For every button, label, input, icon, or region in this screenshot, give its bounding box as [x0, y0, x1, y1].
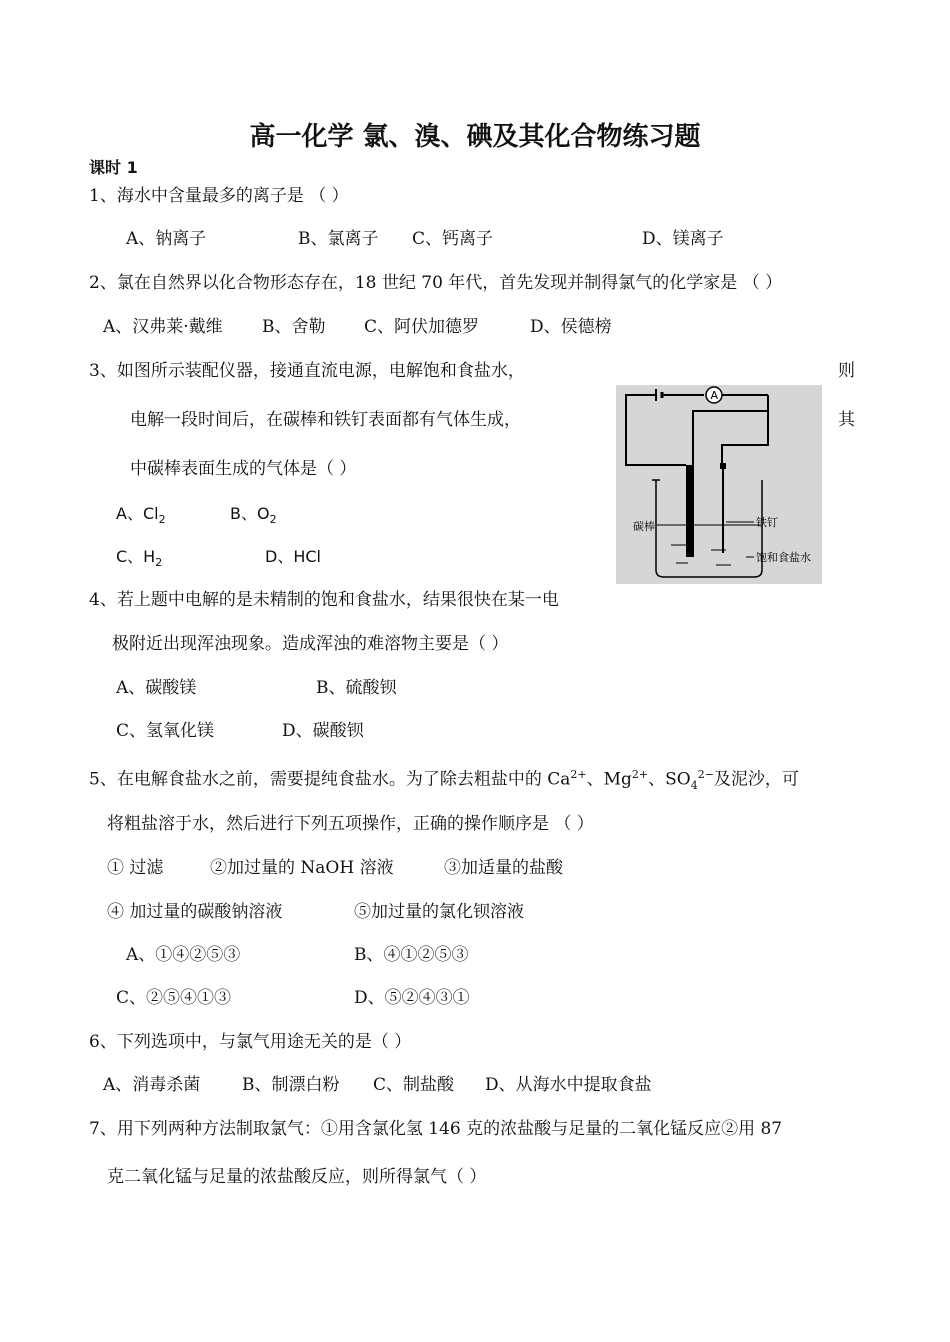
q6-option-d: D、从海水中提取食盐 — [485, 1075, 652, 1095]
q1-option-d: D、镁离子 — [642, 229, 724, 249]
ammeter-icon — [706, 387, 768, 445]
q3-option-d: D、HCl — [265, 547, 321, 566]
q2-stem: 2、氯在自然界以化合物形态存在，18 世纪 70 年代，首先发现并制得氯气的化学家是 （ ） — [89, 273, 783, 293]
q4-line2: 极附近出现浑浊现象。造成浑浊的难溶物主要是（ ） — [112, 634, 509, 654]
electrolysis-figure — [616, 385, 822, 584]
q3-line3: 中碳棒表面生成的气体是（ ） — [130, 459, 357, 479]
q3-option-c: C、$H_2$ — [116, 547, 163, 570]
q3-option-b: B、$O_2$ — [230, 504, 277, 527]
q5-option-b: B、④①②⑤③ — [354, 945, 469, 965]
q6-stem: 6、下列选项中，与氯气用途无关的是（ ） — [89, 1032, 412, 1052]
lesson-label: 课时 1 — [89, 158, 138, 177]
circuit-wire — [693, 411, 768, 465]
q1-option-c: C、钙离子 — [412, 229, 494, 249]
q1-option-a: A、钠离子 — [126, 229, 207, 249]
q6-option-a: A、消毒杀菌 — [103, 1075, 201, 1095]
svg-text:A: A — [710, 389, 719, 402]
beaker — [656, 480, 762, 577]
q5-op2: ②加过量的 NaOH 溶液 — [210, 858, 394, 878]
q3-line2-end: 其 — [838, 410, 855, 430]
q7-line2: 克二氧化锰与足量的浓盐酸反应，则所得氯气（ ） — [107, 1167, 487, 1187]
q1-option-b: B、氯离子 — [298, 229, 379, 249]
label-iron-nail: 铁钉 — [756, 516, 778, 529]
q5-option-c: C、②⑤④①③ — [116, 988, 232, 1008]
q6-option-b: B、制漂白粉 — [242, 1075, 340, 1095]
q3-line2: 电解一段时间后，在碳棒和铁钉表面都有气体生成， — [130, 410, 521, 430]
electrolysis-diagram — [616, 385, 822, 584]
q3-option-a: A、$Cl_2$ — [116, 504, 166, 527]
q5-op4: ④ 加过量的碳酸钠溶液 — [107, 902, 283, 922]
q6-option-c: C、制盐酸 — [373, 1075, 455, 1095]
carbon-rod — [686, 465, 694, 557]
circuit-wire-left — [626, 395, 686, 465]
q4-option-b: B、硫酸钡 — [316, 678, 397, 698]
q5-op3: ③加适量的盐酸 — [444, 858, 563, 878]
q3-line1: 3、如图所示装配仪器，接通直流电源，电解饱和食盐水， — [89, 361, 525, 381]
q5-line2: 将粗盐溶于水，然后进行下列五项操作，正确的操作顺序是 （ ） — [107, 814, 594, 834]
q2-option-a: A、汉弗莱·戴维 — [103, 317, 223, 337]
q5-option-a: A、①④②⑤③ — [126, 945, 241, 965]
battery-icon — [656, 389, 704, 401]
q4-option-c: C、氢氧化镁 — [116, 721, 215, 741]
label-carbon-rod: 碳棒 — [633, 520, 655, 533]
q5-op5: ⑤加过量的氯化钡溶液 — [354, 902, 524, 922]
q2-option-c: C、阿伏加德罗 — [364, 317, 480, 337]
q2-option-b: B、舍勒 — [262, 317, 326, 337]
page-title: 高一化学 氯、溴、碘及其化合物练习题 — [249, 122, 701, 152]
q5-line1: 5、在电解食盐水之前，需要提纯食盐水。为了除去粗盐中的 $Ca^{2+}$、$Mg^{2+}$、$SO_4^{2-}$及泥沙，可 — [89, 768, 799, 793]
q1-stem: 1、海水中含量最多的离子是 （ ） — [89, 186, 349, 206]
q2-option-d: D、侯德榜 — [530, 317, 612, 337]
label-solution: 饱和食盐水 — [756, 551, 811, 564]
q5-op1: ① 过滤 — [107, 858, 164, 878]
q3-line1-end: 则 — [838, 361, 855, 381]
q5-option-d: D、⑤②④③① — [354, 988, 470, 1008]
q4-line1: 4、若上题中电解的是未精制的饱和食盐水，结果很快在某一电 — [89, 590, 559, 610]
q7-line1: 7、用下列两种方法制取氯气：①用含氯化氢 146 克的浓盐酸与足量的二氧化锰反应②用 87 — [89, 1119, 783, 1139]
q4-option-a: A、碳酸镁 — [116, 678, 197, 698]
q4-option-d: D、碳酸钡 — [282, 721, 364, 741]
